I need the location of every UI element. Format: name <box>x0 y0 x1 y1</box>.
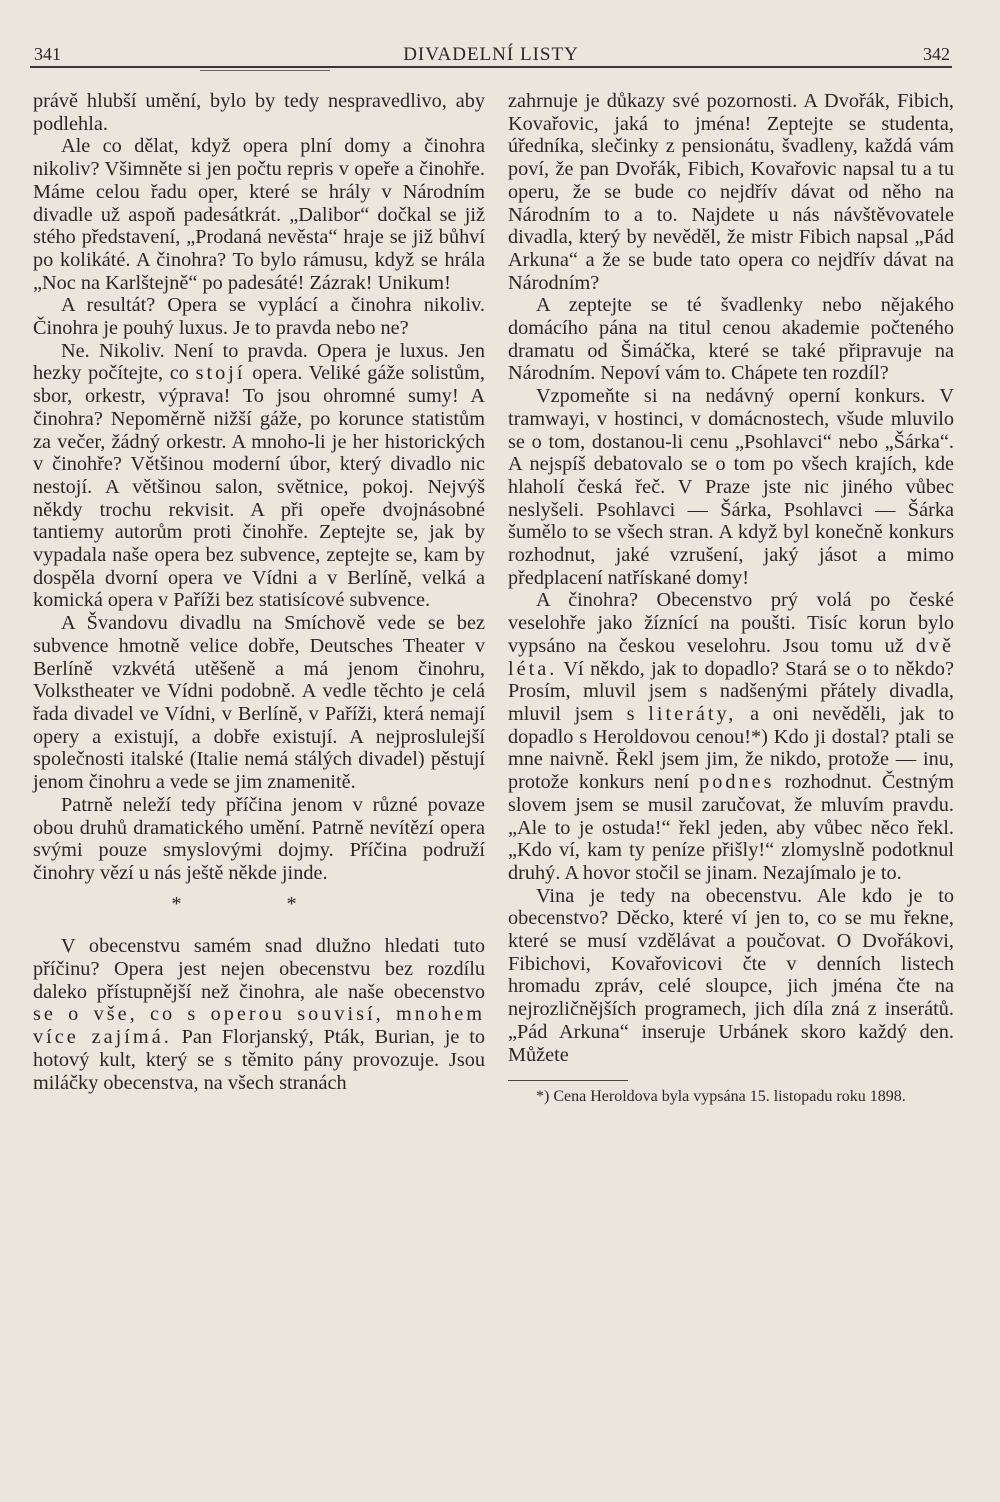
spaced-emphasis: literáty, <box>648 702 737 725</box>
text-run: A činohra? Obecenstvo prý volá po české veselohře jako žíznící na poušti. Tisíc korun bylo vypsáno na českou veselohru. Jsou tomu už <box>508 589 954 657</box>
paragraph: právě hlubší umění, bylo by tedy nespravedlivo, aby podlehla. <box>33 90 485 135</box>
text-run: Pan Florjanský, Pták, Burian, je to hotový kult, který se s těmito pány provozuje. Jsou miláčky obecenstva, na všech stranách <box>33 1026 485 1094</box>
header-rule-thin <box>200 70 330 71</box>
journal-title: DIVADELNÍ LISTY <box>403 44 579 65</box>
spaced-emphasis: se o vše, co s operou souvisí, mnohem více zajímá. <box>33 1003 485 1049</box>
spaced-emphasis: dvě léta. <box>508 634 954 680</box>
text-run: rozhodnut. Čestným slovem jsem se musil zaručovat, že mluvím pravdu. „Ale to je ostuda!“ řekl jeden, aby vůbec něco řekl. „Kdo ví, kam ty peníze přišly!“ zlomyslně podotknul druhý. A hovor stočil se jinam. Nezajímalo je to. <box>508 771 955 884</box>
text-run: opera. Veliké gáže solistům, sbor, orkestr, výprava! To jsou ohromné sumy! A činohra? Nepoměrně nižší gáže, po korunce statistům za večer, žádný orkestr. A mnoho-li je her historických v činohře? Většinou moderní úbor, který divadlo nic nestojí. A většinou salon, světnice, pokoj. Nejvýš někdy trochu rekvisit. A při opeře dvojnásobné tantiemy autorům proti činohře. Zeptejte se, jak by vypadala naše opera bez subvence, zeptejte se, kam by dospěla dvorní opera ve Vídni a v Berlíně, velká a komická opera v Paříži bez statisícové subvence. <box>33 362 485 612</box>
text-run: Ví někdo, jak to dopadlo? Stará se o to někdo? Prosím, mluvil jsem s nadšenými přátely divadla, mluvil jsem s <box>508 657 954 725</box>
paragraph: zahrnuje je důkazy své pozornosti. A Dvořák, Fibich, Kovařovic, jaká to jména! Zeptejte se studenta, úředníka, slečinky z pensionátu, švadleny, každá vám poví, že pan Dvořák, Fibich, Kovařovic napsal tu a tu operu, že se bude co nejdřív dávat od něho na Národním to a to. Najdete u nás návštěvovatele divadla, který by nevěděl, že mistr Fibich napsal „Pád Arkuna“ a že se bude tato opera co nejdřív dávat na Národním? <box>508 90 954 294</box>
paragraph: A zeptejte se té švadlenky nebo nějakého domácího pána na titul cenou akademie počteného dramatu od Šimáčka, které se také připravuje na Národním. Nepoví vám to. Chápete ten rozdíl? <box>508 294 954 385</box>
paragraph: Vzpomeňte si na nedávný operní konkurs. V tramwayi, v hostinci, v domácnostech, všude mluvilo se o tom, dostanou-li cenu „Psohlavci“ nebo „Šárka“. A nejspíš debatovalo se o tom po všech krajích, kde hlaholí česká řeč. V Praze jste nic jiného vůbec neslyšeli. Psohlavci — Šárka, Psohlavci — Šárka šumělo to se všech stran. A když byl konečně konkurs rozhodnut, jaké vzrušení, jaký jásot a mimo předplacení natřískané domy! <box>508 385 954 589</box>
footnote: *) Cena Heroldova byla vypsána 15. listopadu roku 1898. <box>536 1088 906 1106</box>
page-number-right: 342 <box>923 44 950 64</box>
spaced-emphasis: stojí <box>195 362 246 385</box>
text-run: V obecenstvu samém snad dlužno hledati tuto příčinu? Opera jest nejen obecenstvu bez rozdílu daleko přístupnější než činohra, ale naše obecenstvo <box>33 935 485 1003</box>
paragraph: Patrně neleží tedy příčina jenom v různé povaze obou druhů dramatického umění. Patrně nevítězí opera svými pouze smyslovými dojmy. Příčina podruží činohry vězí u nás ještě někde jinde. <box>33 793 485 884</box>
paragraph: A resultát? Opera se vyplácí a činohra nikoliv. Činohra je pouhý luxus. Je to pravda nebo ne? <box>33 294 485 340</box>
section-separator: * * <box>171 892 347 915</box>
footnote-rule <box>508 1080 628 1081</box>
header-rule <box>30 66 952 68</box>
paragraph: A Švandovu divadlu na Smíchově vede se bez subvence hmotně velice dobře, Deutsches Theater v Berlíně vzkvétá utěšeně a má jenom činohru, Volkstheater ve Vídni podobně. A vedle těchto je celá řada divadel ve Vídni, v Berlíně, v Paříži, která nemají opery a existují, a dobře existují. A nejproslulejší společnosti italské (Italie nemá stálých divadel) pěstují jenom činohru a vede se jim znamenitě. <box>33 612 485 794</box>
right-column <box>508 90 954 1106</box>
paragraph <box>33 935 485 1094</box>
spaced-emphasis: podnes <box>699 771 775 794</box>
paragraph <box>508 589 954 884</box>
running-header <box>30 36 952 66</box>
paragraph <box>33 340 485 612</box>
paragraph: Vina je tedy na obecenstvu. Ale kdo je to obecenstvo? Děcko, které ví jen to, co se mu řekne, které se musí vzdělávat a poučovat. O Dvořákovi, Fibichovi, Kovařovicovi čte v denních listech hromadu zpráv, celé sloupce, jich jména čte na nejrozličnějších programech, jich díla zná z inserátů. „Pád Arkuna“ inseruje Urbánek skoro každý den. Můžete <box>508 884 954 1066</box>
text-run: Ne. Nikoliv. Není to pravda. Opera je luxus. Jen hezky počítejte, co <box>33 339 485 385</box>
text-run: a oni nevěděli, jak to dopadlo s Heroldovou cenou!*) Kdo ji dostal? ptali se mne naivně. Řekl jsem jim, že nikdo, protože — inu, protože konkurs není <box>508 702 954 794</box>
left-column <box>33 90 485 1094</box>
page-number-left: 341 <box>34 44 61 64</box>
paragraph: Ale co dělat, když opera plní domy a činohra nikoliv? Všimněte si jen počtu repris v opeře a činohře. Máme celou řadu oper, které se hrály v Národním divadle už aspoň padesátkrát. „Dalibor“ dočkal se již stého představení, „Prodaná nevěsta“ hraje se již bůhví po kolikáté. A činohra? To bylo rámusu, když se hrála „Noc na Karlštejně“ po padesáté! Zázrak! Unikum! <box>33 135 485 294</box>
